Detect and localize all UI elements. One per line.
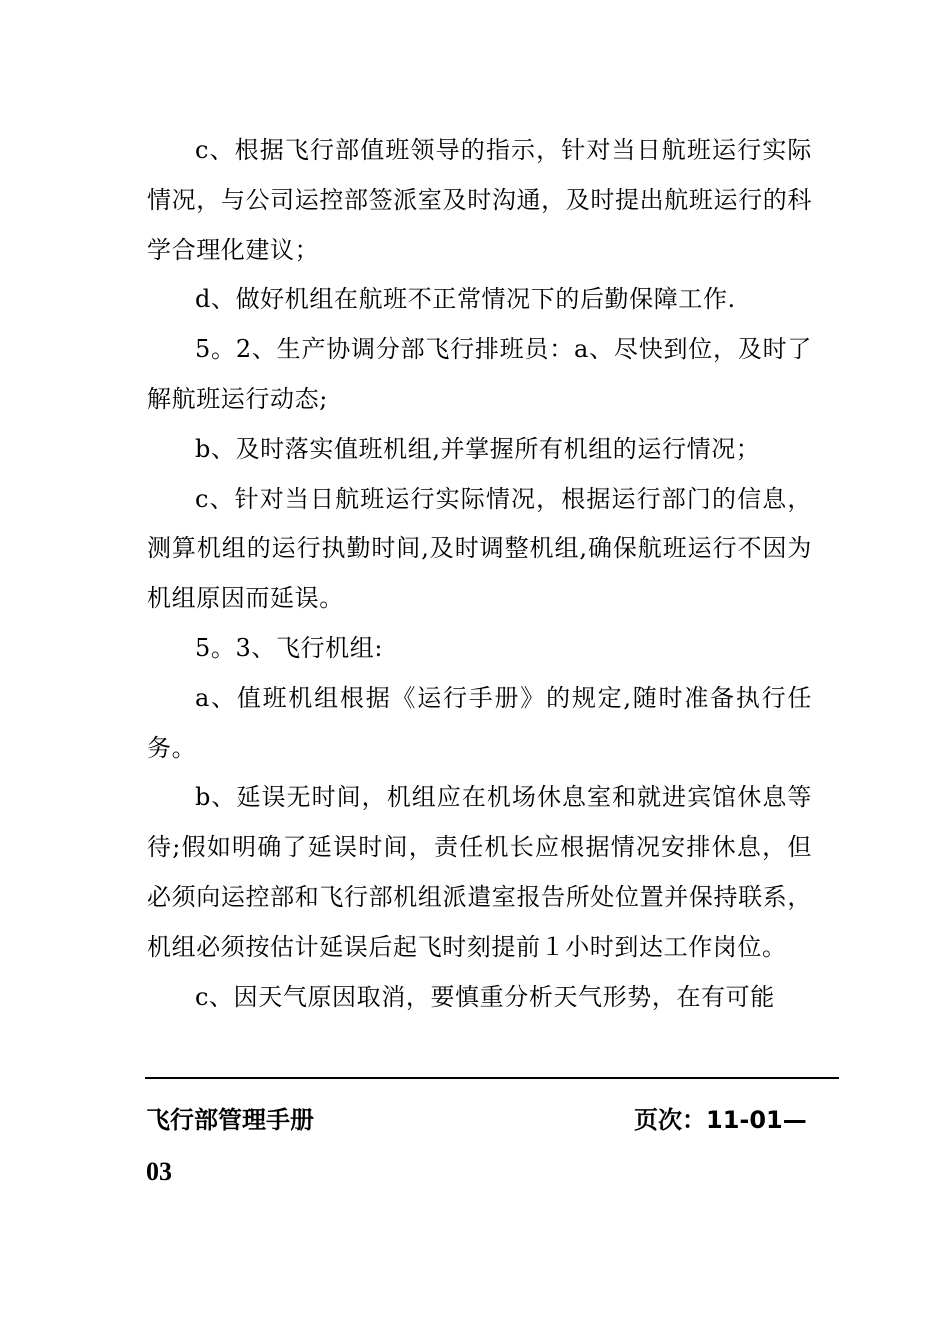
footer-manual-title: 飞行部管理手册 <box>146 1106 314 1134</box>
paragraph-5-2-scheduler: 5。2、生产协调分部飞行排班员：a、尽快到位，及时了解航班运行动态; <box>147 335 812 413</box>
paragraph-a-operations-manual: a、值班机组根据《运行手册》的规定,随时准备执行任务。 <box>147 683 812 762</box>
paragraph-b-delay: b、延误无时间，机组应在机场休息室和就进宾馆休息等待;假如明确了延误时间，责任机长应根据情况安排休息，但必须向运控部和飞行部机组派遣室报告所处位置并保持联系，机组必须按估计延误后起飞时刻提前１小时到达工作岗位。 <box>147 783 812 961</box>
paragraph-5-3-flight-crew: 5。3、飞行机组: <box>195 633 384 662</box>
paragraph-c-duty-time: c、针对当日航班运行实际情况，根据运行部门的信息，测算机组的运行执勤时间,及时调整机组,确保航班运行不因为机组原因而延误。 <box>147 484 812 613</box>
body-text <box>147 126 812 1022</box>
footer-page-number-continued: 03 <box>146 1157 172 1186</box>
paragraph-d-logistics: d、做好机组在航班不正常情况下的后勤保障工作. <box>195 285 736 314</box>
paragraph-b-duty-crew: b、及时落实值班机组,并掌握所有机组的运行情况； <box>195 434 761 463</box>
footer-page-number: 页次：11-01— <box>634 1106 807 1134</box>
paragraph-c-weather: c、因天气原因取消，要慎重分析天气形势，在有可能 <box>195 982 775 1011</box>
paragraph-c-flight-duty-leader: c、根据飞行部值班领导的指示，针对当日航班运行实际情况，与公司运控部签派室及时沟通，及时提出航班运行的科学合理化建议； <box>147 136 812 264</box>
footer-divider <box>145 1077 839 1079</box>
